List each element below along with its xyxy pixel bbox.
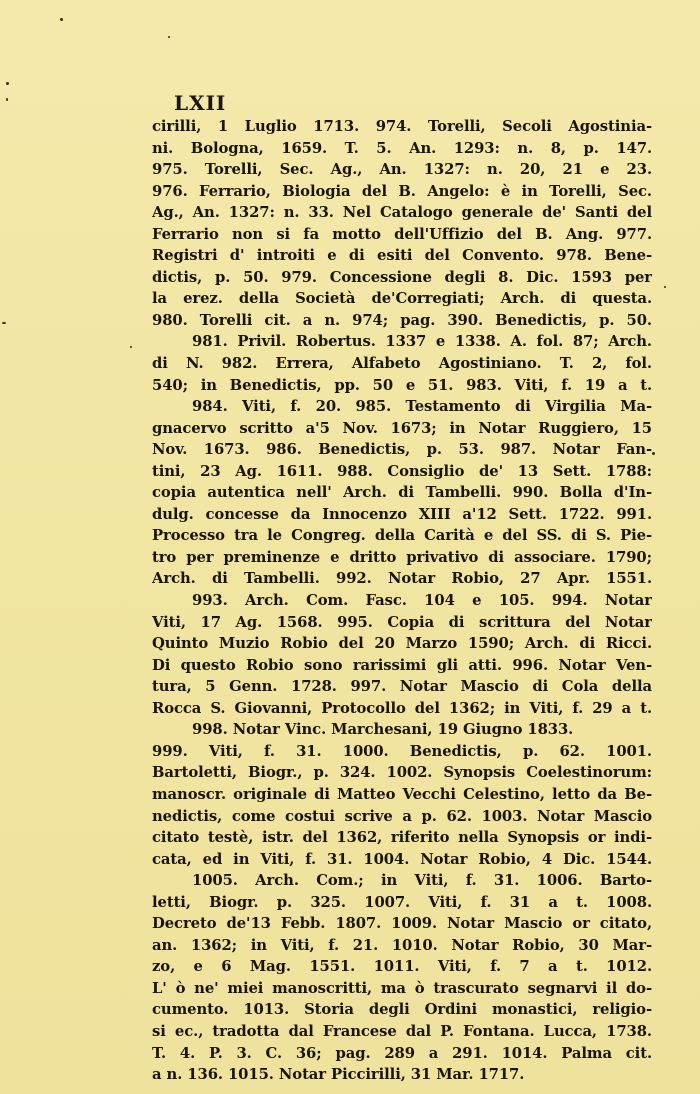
paper-speck: [168, 36, 170, 38]
text-line: 1005. Arch. Com.; in Viti, f. 31. 1006. Barto-: [192, 872, 652, 890]
text-line: 975. Torelli, Sec. Ag., An. 1327: n. 20, 21 e 23.: [152, 161, 652, 179]
text-line: 981. Privil. Robertus. 1337 e 1338. A. fol. 87; Arch.: [192, 333, 652, 351]
text-line: 976. Ferrario, Biologia del B. Angelo: è in Torelli, Sec.: [152, 182, 652, 200]
text-line: dictis, p. 50. 979. Concessione degli 8. Dic. 1593 per: [152, 268, 652, 286]
text-line: ni. Bologna, 1659. T. 5. An. 1293: n. 8, p. 147.: [152, 139, 652, 157]
text-line: Decreto de'13 Febb. 1807. 1009. Notar Mascio or citato,: [152, 915, 652, 933]
text-line: Ag., An. 1327: n. 33. Nel Catalogo generale de' Santi del: [152, 204, 652, 222]
text-line: cumento. 1013. Storia degli Ordini monastici, religio-: [152, 1001, 652, 1019]
text-line: di N. 982. Errera, Alfabeto Agostiniano. T. 2, fol.: [152, 355, 652, 373]
page-number: LXII: [174, 91, 227, 115]
text-line: an. 1362; in Viti, f. 21. 1010. Notar Robio, 30 Mar-: [152, 936, 652, 954]
paper-speck: [2, 322, 6, 324]
text-line: Nov. 1673. 986. Benedictis, p. 53. 987. Notar Fan-: [152, 441, 652, 459]
text-line: si ec., tradotta dal Francese dal P. Fontana. Lucca, 1738.: [152, 1022, 652, 1040]
text-line: T. 4. P. 3. C. 36; pag. 289 a 291. 1014. Palma cit.: [152, 1044, 652, 1062]
text-line: Registri d' introiti e di esiti del Convento. 978. Bene-: [152, 247, 652, 265]
paper-speck: [130, 346, 132, 348]
text-line: Rocca S. Giovanni, Protocollo del 1362; in Viti, f. 29 a t.: [152, 699, 652, 717]
paper-speck: [6, 98, 8, 101]
text-line: 980. Torelli cit. a n. 974; pag. 390. Benedictis, p. 50.: [152, 311, 652, 329]
text-line: cata, ed in Viti, f. 31. 1004. Notar Robio, 4 Dic. 1544.: [152, 850, 652, 868]
text-line: manoscr. originale di Matteo Vecchi Celestino, letto da Be-: [152, 785, 652, 803]
text-line: la erez. della Società de'Corregiati; Arch. di questa.: [152, 290, 652, 308]
text-line: Processo tra le Congreg. della Carità e del SS. di S. Pie-: [152, 527, 652, 545]
text-line: L' ò ne' miei manoscritti, ma ò trascurato segnarvi il do-: [152, 979, 652, 997]
text-line: dulg. concesse da Innocenzo XIII a'12 Sett. 1722. 991.: [152, 505, 652, 523]
text-line: a n. 136. 1015. Notar Piccirilli, 31 Mar. 1717.: [152, 1066, 525, 1084]
text-line: 993. Arch. Com. Fasc. 104 e 105. 994. Notar: [192, 592, 652, 610]
text-line: 998. Notar Vinc. Marchesani, 19 Giugno 1833.: [192, 721, 574, 739]
text-line: Di questo Robio sono rarissimi gli atti. 996. Notar Ven-: [152, 656, 652, 674]
paper-speck: [6, 82, 9, 85]
text-line: tini, 23 Ag. 1611. 988. Consiglio de' 13 Sett. 1788:: [152, 462, 652, 480]
text-block: [152, 116, 652, 1086]
text-line: Quinto Muzio Robio del 20 Marzo 1590; Arch. di Ricci.: [152, 635, 652, 653]
text-line: Arch. di Tambelli. 992. Notar Robio, 27 Apr. 1551.: [152, 570, 652, 588]
text-line: citato testè, istr. del 1362, riferito nella Synopsis or indi-: [152, 829, 652, 847]
text-line: tura, 5 Genn. 1728. 997. Notar Mascio di Cola della: [152, 678, 652, 696]
text-line: 540; in Benedictis, pp. 50 e 51. 983. Viti, f. 19 a t.: [152, 376, 652, 394]
text-line: copia autentica nell' Arch. di Tambelli. 990. Bolla d'In-: [152, 484, 652, 502]
text-line: nedictis, come costui scrive a p. 62. 1003. Notar Mascio: [152, 807, 652, 825]
text-line: zo, e 6 Mag. 1551. 1011. Viti, f. 7 a t. 1012.: [152, 958, 652, 976]
text-line: gnacervo scritto a'5 Nov. 1673; in Notar Ruggiero, 15: [152, 419, 652, 437]
text-line: 999. Viti, f. 31. 1000. Benedictis, p. 62. 1001.: [152, 742, 652, 760]
text-line: Ferrario non si fa motto dell'Uffizio del B. Ang. 977.: [152, 225, 652, 243]
text-line: tro per preminenze e dritto privativo di associare. 1790;: [152, 548, 652, 566]
paper-speck: [60, 18, 63, 21]
text-line: 984. Viti, f. 20. 985. Testamento di Virgilia Ma-: [192, 398, 652, 416]
paper-speck: [652, 452, 655, 455]
text-line: Viti, 17 Ag. 1568. 995. Copia di scrittura del Notar: [152, 613, 652, 631]
paper-speck: [664, 286, 666, 288]
text-line: letti, Biogr. p. 325. 1007. Viti, f. 31 a t. 1008.: [152, 893, 652, 911]
text-line: cirilli, 1 Luglio 1713. 974. Torelli, Secoli Agostinia-: [152, 118, 652, 135]
text-line: Bartoletti, Biogr., p. 324. 1002. Synopsis Coelestinorum:: [152, 764, 652, 782]
